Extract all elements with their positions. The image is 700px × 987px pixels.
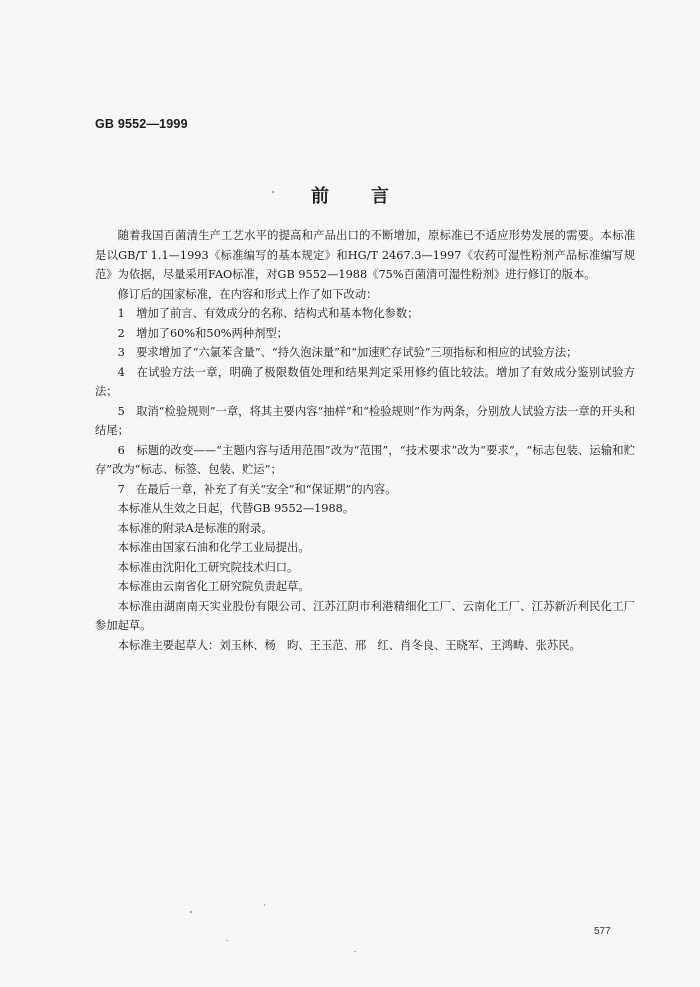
list-item: 5 取消“检验规则”一章，将其主要内容“抽样”和“检验规则”作为两条，分别放人试验方法一章的开头和结尾； (95, 404, 635, 437)
scan-speck (272, 191, 274, 193)
page-title: 前言 (311, 186, 431, 207)
paragraph: 本标准的附录A是标准的附录。 (117, 521, 273, 535)
paragraph: 本标准从生效之日起，代替GB 9552—1988。 (117, 502, 355, 515)
list-item: 3 要求增加了“六氯苯含量”、“持久泡沫量”和“加速贮存试验”三项指标和相应的试验方法； (117, 346, 578, 359)
preface-body (95, 226, 635, 655)
scan-speck (354, 951, 356, 952)
list-item: 1 增加了前言、有效成分的名称、结构式和基本物化参数； (117, 307, 419, 320)
scan-speck (190, 911, 192, 913)
page-number: 577 (594, 926, 611, 937)
paragraph: 本标准由云南省化工研究院负责起草。 (117, 580, 310, 593)
paragraph: 本标准主要起草人：刘玉林、杨 昀、王玉范、邢 红、肖冬良、王晓军、王鸿畴、张苏民。 (117, 638, 581, 652)
paragraph: 本标准由湖南南天实业股份有限公司、江苏江阴市利港精细化工厂、云南化工厂、江苏新沂利民化工厂参加起草。 (95, 599, 635, 632)
standard-code: GB 9552—1999 (95, 117, 188, 131)
list-item: 6 标题的改变——“主题内容与适用范围”改为“范围”，“技术要求”改为“要求”，“标志包装、运输和贮存”改为“标志、标签、包装、贮运”； (95, 443, 635, 476)
paragraph: 随着我国百菌清生产工艺水平的提高和产品出口的不断增加，原标准已不适应形势发展的需要。本标准是以GB/T 1.1—1993《标准编写的基本规定》和HG/T 2467.3—1997《农药可湿性粉剂产品标准编写规范》为依据，尽量采用FAO标准，对GB 9552—1988《75%百菌清可湿性粉剂》进行修订的版本。 (95, 229, 635, 281)
paragraph: 本标准由国家石油和化学工业局提出。 (117, 541, 310, 554)
list-item: 2 增加了60%和50%两种剂型； (117, 326, 288, 340)
paragraph: 本标准由沈阳化工研究院技术归口。 (117, 560, 299, 574)
scan-speck (264, 904, 265, 906)
list-item: 4 在试验方法一章，明确了极限数值处理和结果判定采用修约值比较法。增加了有效成分鉴别试验方法； (95, 365, 635, 398)
list-item: 7 在最后一章，补充了有关“安全”和“保证期”的内容。 (117, 482, 397, 496)
scan-speck (226, 940, 228, 941)
paragraph: 修订后的国家标准，在内容和形式上作了如下改动： (117, 287, 378, 301)
